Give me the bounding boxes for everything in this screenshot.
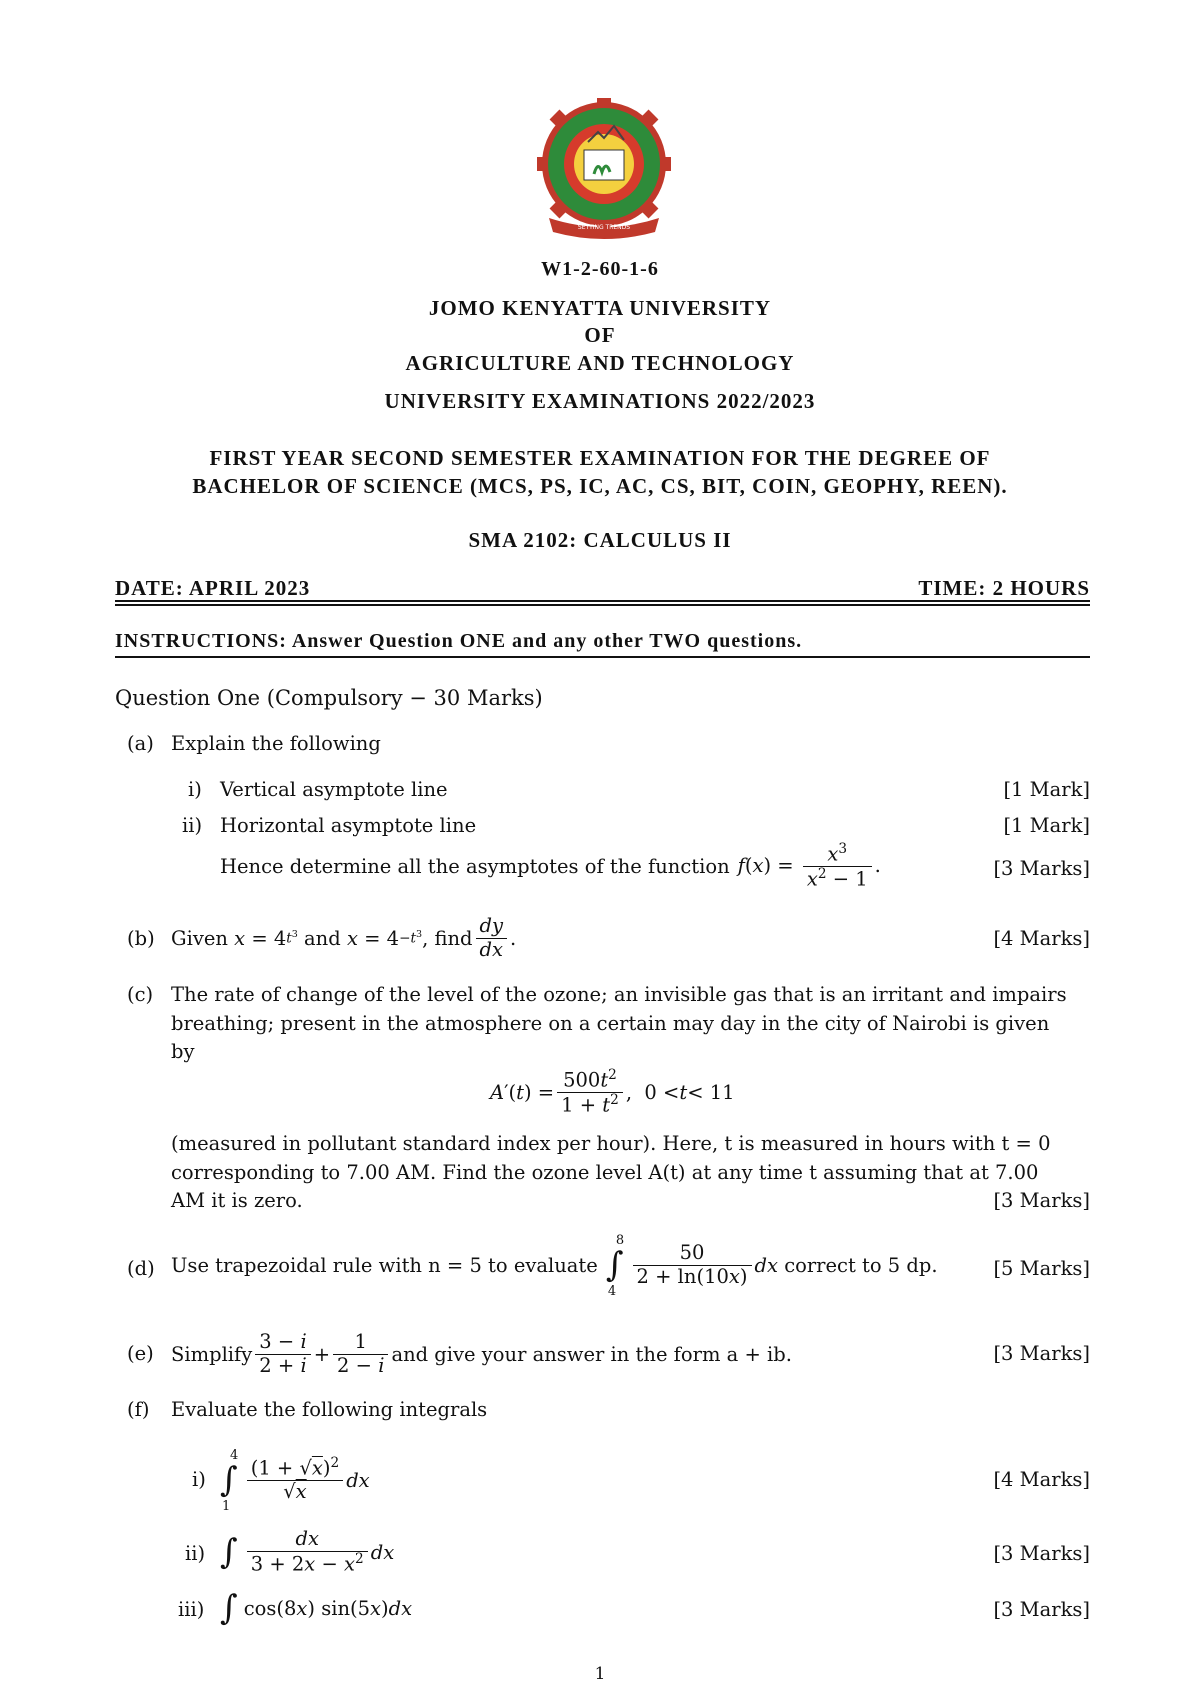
subpart-label: ii)	[185, 1542, 206, 1565]
integral-sign: ∫	[220, 1532, 238, 1572]
part-e-line: Simplify $\frac{3 - i}{2 + i}$ + $\frac{1}{2 - i}$ and give your answer in the form a + ib.	[171, 1330, 792, 1377]
marks: [3 Marks]	[993, 1342, 1090, 1365]
part-text: Explain the following	[171, 732, 381, 755]
part-label: (b)	[127, 927, 155, 950]
university-name-line2: OF	[584, 323, 616, 347]
subpart-label: ii)	[182, 814, 203, 837]
part-text: Evaluate the following integrals	[171, 1398, 488, 1421]
integral-sign: ∫	[220, 1588, 238, 1628]
subpart-label: iii)	[178, 1598, 205, 1621]
integral-ii: ∫ $\frac{dx}{3 + 2x - x^2}$ dx	[220, 1527, 395, 1576]
hence-line	[220, 836, 881, 896]
integral-sign: ∫ 8 4	[605, 1233, 625, 1299]
part-label: (a)	[127, 732, 154, 755]
exam-date: DATE: APRIL 2023	[115, 576, 311, 600]
exam-time: TIME: 2 HOURS	[918, 576, 1090, 600]
part-text: and give your answer in the form a + ib.	[391, 1342, 792, 1366]
university-name-line3: AGRICULTURE AND TECHNOLOGY	[405, 351, 795, 375]
marks: [3 Marks]	[993, 1542, 1090, 1565]
subpart-label: i)	[188, 778, 202, 801]
marks: [3 Marks]	[993, 1189, 1090, 1212]
subpart-text: Vertical asymptote line	[220, 778, 448, 801]
hence-text: Hence determine all the asymptotes of the function	[220, 854, 730, 878]
part-text: (measured in pollutant standard index per hour). Here, t is measured in hours with t = 0	[171, 1132, 1051, 1155]
divider	[115, 600, 1090, 602]
part-text: Simplify	[171, 1342, 253, 1366]
divider	[115, 656, 1090, 658]
part-text: by	[171, 1040, 195, 1063]
part-label: (e)	[127, 1342, 154, 1365]
university-logo	[537, 98, 671, 240]
university-name-line1: JOMO KENYATTA UNIVERSITY	[428, 296, 772, 320]
part-text: Use trapezoidal rule with n = 5 to evaluate	[171, 1253, 598, 1277]
part-d-line: Use trapezoidal rule with n = 5 to evaluate ∫ 8 4 $\frac{50}{2 + \ln(10x)}$ dx correct to 5 dp.	[171, 1233, 938, 1299]
svg-text:SETTING TRENDS: SETTING TRENDS	[577, 224, 631, 231]
part-label: (c)	[127, 983, 154, 1006]
exam-code: W1-2-60-1-6	[541, 258, 659, 280]
marks: [4 Marks]	[993, 927, 1090, 950]
part-text: AM it is zero.	[171, 1189, 303, 1212]
part-label: (f)	[127, 1398, 150, 1421]
rate-equation: A ′( t ) = $\frac{500t^2}{1 + t^2}$ , 0 < t < 11	[490, 1066, 735, 1116]
course-title: SMA 2102: CALCULUS II	[468, 528, 732, 552]
exams-title: UNIVERSITY EXAMINATIONS 2022/2023	[384, 389, 816, 413]
subpart-text: Horizontal asymptote line	[220, 814, 477, 837]
instructions: INSTRUCTIONS: Answer Question ONE and any other TWO questions.	[115, 630, 803, 652]
marks: [1 Mark]	[1003, 778, 1090, 801]
page-number: 1	[594, 1664, 606, 1684]
part-text: correct to 5 dp.	[784, 1253, 938, 1277]
part-b-expression: Given x = 4 $t^3$ and x = 4 $-t^3$ , find $\frac{dy}{dx}$ .	[171, 914, 517, 961]
part-text: The rate of change of the level of the ozone; an invisible gas that is an irritant and impairs	[171, 983, 1067, 1006]
integral-iii: ∫ cos(8 x ) sin(5 x ) dx	[220, 1588, 413, 1628]
marks: [1 Mark]	[1003, 814, 1090, 837]
marks: [3 Marks]	[993, 1598, 1090, 1621]
question-title: Question One (Compulsory − 30 Marks)	[115, 686, 543, 710]
marks: [4 Marks]	[993, 1468, 1090, 1491]
degree-line2: BACHELOR OF SCIENCE (MCS, PS, IC, AC, CS, BIT, COIN, GEOPHY, REEN).	[192, 474, 1008, 498]
marks: [3 Marks]	[993, 857, 1090, 880]
part-text: breathing; present in the atmosphere on a certain may day in the city of Nairobi is given	[171, 1012, 1050, 1035]
marks: [5 Marks]	[993, 1257, 1090, 1280]
integral-sign: ∫ 4 1	[220, 1448, 239, 1514]
divider	[115, 604, 1090, 606]
integral-i: ∫ 4 1 $\frac{(1 + √x)^2}{√x}$ dx	[220, 1448, 370, 1514]
part-text: corresponding to 7.00 AM. Find the ozone level A(t) at any time t assuming that at 7.00	[171, 1161, 1039, 1184]
subpart-label: i)	[192, 1468, 206, 1491]
part-label: (d)	[127, 1257, 155, 1280]
degree-line1: FIRST YEAR SECOND SEMESTER EXAMINATION FOR THE DEGREE OF	[209, 446, 991, 470]
function-expression: f(x) = $\frac{x^3}{x^2 - 1}$ .	[737, 840, 881, 890]
